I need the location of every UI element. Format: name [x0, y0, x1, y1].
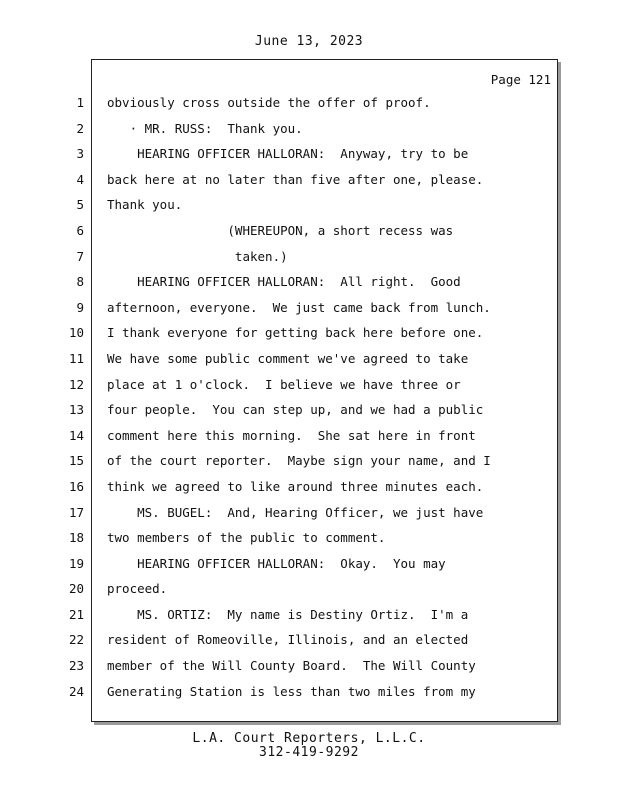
transcript-line: (WHEREUPON, a short recess was: [107, 222, 454, 238]
line-number: 18: [68, 530, 84, 546]
footer-company: L.A. Court Reporters, L.L.C.: [192, 731, 426, 746]
line-number: 16: [68, 478, 84, 494]
line-number: 10: [68, 325, 84, 341]
transcript-line: Generating Station is less than two miles from my: [107, 683, 476, 699]
line-number: 24: [68, 683, 84, 699]
line-number: 21: [68, 606, 84, 622]
transcript-line: four people. You can step up, and we had a public: [107, 402, 484, 418]
line-number: 15: [68, 453, 84, 469]
transcript-line: HEARING OFFICER HALLORAN: All right. Good: [107, 274, 461, 290]
line-number: 2: [76, 120, 84, 136]
transcript-line: MS. BUGEL: And, Hearing Officer, we just have: [107, 504, 484, 520]
line-number: 3: [76, 146, 84, 162]
page-number: Page 121: [490, 72, 551, 87]
transcript-line: afternoon, everyone. We just came back from lunch.: [107, 299, 491, 315]
line-number: 17: [68, 504, 84, 520]
transcript-line: two members of the public to comment.: [107, 530, 386, 546]
transcript-line: taken.): [107, 248, 288, 264]
line-number: 12: [68, 376, 84, 392]
header-date: June 13, 2023: [254, 34, 364, 49]
line-number: 4: [76, 171, 84, 187]
line-number: 14: [68, 427, 84, 443]
transcript-line: MS. ORTIZ: My name is Destiny Ortiz. I'm a: [107, 606, 469, 622]
line-number: 5: [76, 197, 84, 213]
line-number-column: [62, 96, 84, 710]
transcript-line: Thank you.: [107, 197, 183, 213]
transcript-line: obviously cross outside the offer of proof.: [107, 95, 431, 110]
line-number: 6: [76, 222, 84, 238]
transcript-line: HEARING OFFICER HALLORAN: Okay. You may: [107, 555, 446, 571]
line-number: 22: [68, 632, 84, 648]
transcript-line: comment here this morning. She sat here in front: [107, 427, 476, 443]
line-number: 19: [68, 555, 84, 571]
line-number: 9: [76, 299, 84, 315]
transcript-line: think we agreed to like around three minutes each.: [107, 478, 484, 494]
transcript-line: member of the Will County Board. The Will County: [107, 658, 476, 674]
line-number: 11: [68, 350, 84, 366]
transcript-line: back here at no later than five after one, please.: [107, 171, 484, 187]
line-number: 13: [68, 402, 84, 418]
transcript-line: of the court reporter. Maybe sign your name, and I: [107, 453, 491, 469]
transcript-line: place at 1 o'clock. I believe we have three or: [107, 376, 461, 392]
line-number: 20: [68, 581, 84, 597]
line-number: 7: [76, 248, 84, 264]
transcript-line: proceed.: [107, 581, 168, 597]
transcript-line: HEARING OFFICER HALLORAN: Anyway, try to be: [107, 146, 469, 162]
transcript-line: · MR. RUSS: Thank you.: [107, 120, 303, 136]
line-number: 8: [76, 274, 84, 290]
transcript-line: resident of Romeoville, Illinois, and an elected: [107, 632, 469, 648]
footer-phone: 312-419-9292: [259, 745, 359, 760]
transcript-line: We have some public comment we've agreed to take: [107, 350, 469, 366]
transcript-text: [107, 96, 552, 710]
footer: [0, 732, 618, 760]
transcript-line: I thank everyone for getting back here before one.: [107, 325, 484, 341]
line-number: 23: [68, 658, 84, 674]
line-number: 1: [76, 95, 84, 110]
